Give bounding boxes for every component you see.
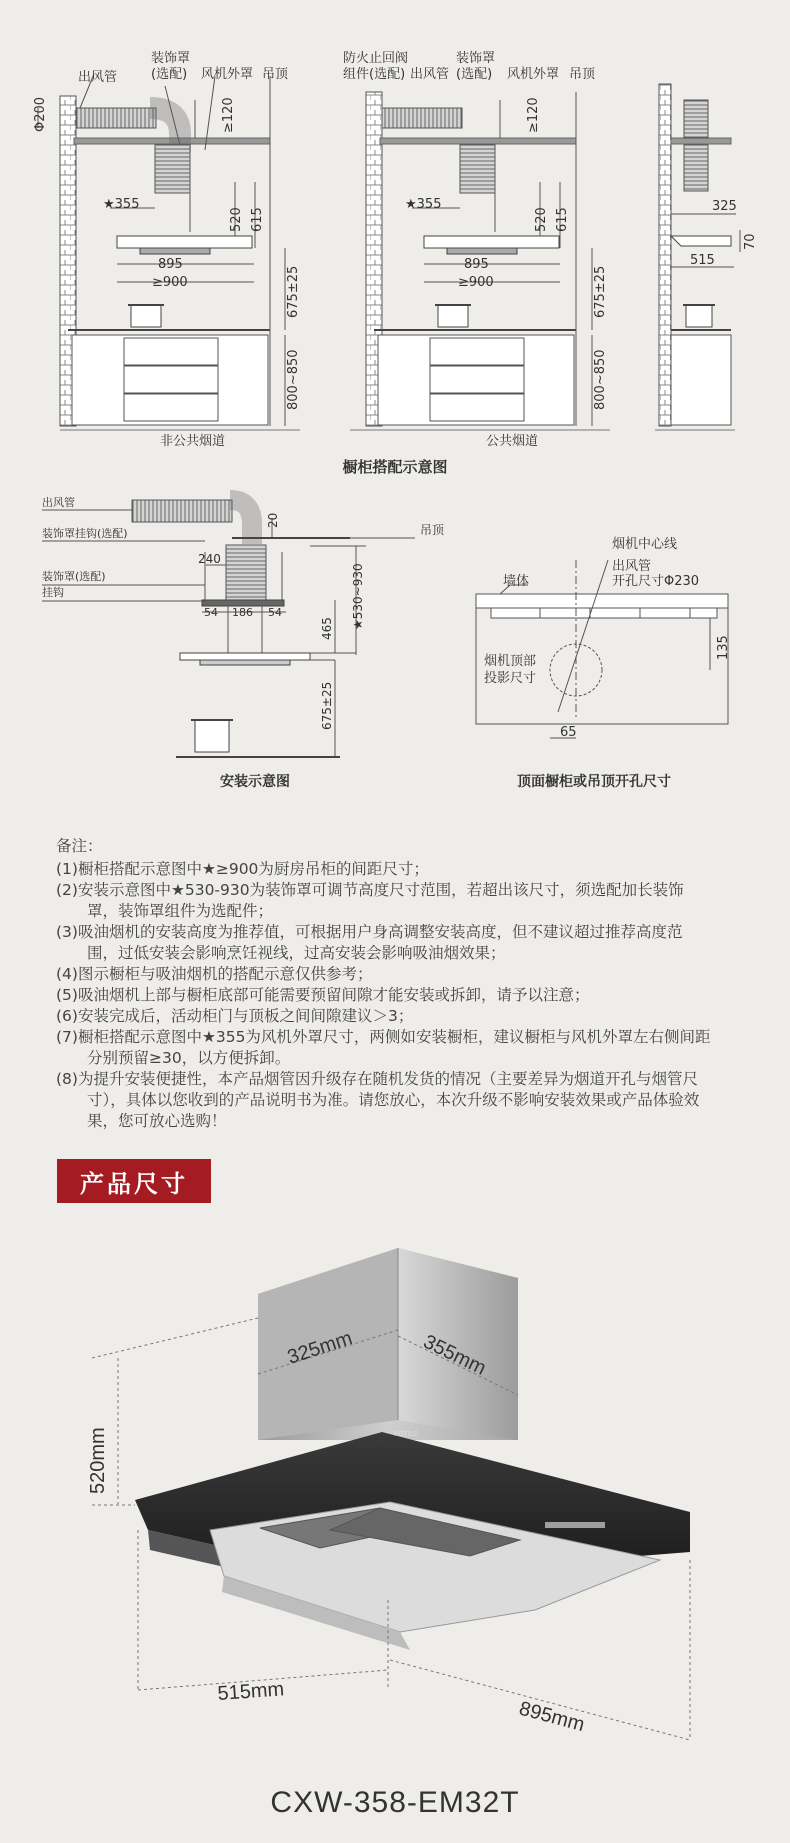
install-duct — [132, 500, 232, 522]
dim-120: ≥120 — [526, 97, 541, 133]
dim-900: ≥900 — [152, 275, 188, 290]
dim-895: 895 — [158, 257, 183, 272]
label-ceiling: 吊顶 — [569, 67, 596, 82]
caption-non-public: 非公共烟道 — [160, 434, 226, 449]
label-outlet: 出风管 — [410, 67, 450, 82]
label-fan-shell: 风机外罩 — [201, 67, 254, 82]
label-outlet: 出风管 — [78, 70, 118, 85]
dim-900: ≥900 — [458, 275, 494, 290]
dim-355: ★355 — [405, 197, 442, 212]
hood-body — [117, 236, 252, 248]
dim-520: 520 — [534, 207, 549, 232]
label-install-hook: 挂钩 — [42, 586, 64, 599]
label-valve1: 防火止回阀 — [343, 51, 409, 66]
dim-install-20: 20 — [266, 512, 280, 528]
label-hole-wall: 墙体 — [503, 574, 530, 589]
note-item: 寸），具体以您收到的产品说明书为准。请您放心，本次升级不影响安装效果或产品体验效 — [56, 1091, 700, 1109]
caption-public: 公共烟道 — [486, 434, 539, 449]
dim-phi: Φ200 — [33, 96, 48, 132]
diagram-non-public — [38, 74, 300, 430]
dim-800: 800~850 — [593, 349, 608, 410]
dim-install-186: 186 — [232, 606, 253, 619]
dim-515: 515 — [690, 253, 715, 268]
label-ceiling: 吊顶 — [262, 67, 289, 82]
label-cover-opt: (选配) — [151, 67, 188, 82]
dim-hole-135: 135 — [716, 635, 731, 660]
note-item: (2)安装示意图中★530-930为装饰罩可调节高度尺寸范围，若超出该尺寸，须选配加长装饰 — [56, 881, 684, 899]
top-diagram-title: 橱柜搭配示意图 — [342, 458, 448, 476]
dim-install-675: 675±25 — [320, 681, 334, 730]
note-item: (1)橱柜搭配示意图中★≥900为厨房吊柜的间距尺寸； — [56, 860, 429, 878]
dim-product-515: 515mm — [216, 1678, 285, 1705]
dim-675: 675±25 — [286, 265, 301, 318]
dim-install-54b: 54 — [268, 606, 282, 619]
dim-product-520: 520mm — [87, 1427, 109, 1494]
note-item: (8)为提升安装便捷性，本产品烟管因升级存在随机发货的情况（主要差异为烟道开孔与烟管尺 — [56, 1070, 698, 1088]
dim-895: 895 — [464, 257, 489, 272]
label-hole-proj1: 烟机顶部 — [484, 654, 537, 669]
section-title-badge: 产品尺寸 — [57, 1159, 211, 1203]
note-item: 围，过低安装会影响烹饪视线，过高安装会影响吸油烟效果； — [56, 944, 506, 962]
note-item: (7)橱柜搭配示意图中★355为风机外罩尺寸，两侧如安装橱柜，建议橱柜与风机外罩左右侧间距 — [56, 1028, 711, 1046]
dim-install-54a: 54 — [204, 606, 218, 619]
dim-355: ★355 — [103, 197, 140, 212]
dim-hole-65: 65 — [560, 725, 577, 740]
dim-product-355: 355mm — [419, 1330, 490, 1380]
dim-install-530: ★530~930 — [351, 563, 365, 630]
note-item: 果，您可放心选购！ — [56, 1112, 227, 1130]
notes-block — [56, 836, 736, 1132]
label-install-hook-cover: 装饰罩挂钩(选配) — [42, 527, 128, 540]
note-item: (6)安装完成后，活动柜门与顶板之间间隙建议＞3； — [56, 1007, 414, 1025]
label-hole-outlet: 出风管 — [612, 559, 652, 574]
dim-520: 520 — [229, 207, 244, 232]
caption-install: 安装示意图 — [220, 774, 290, 790]
note-item: 罩，装饰罩组件为选配件； — [56, 902, 274, 920]
duct-vertical — [155, 145, 190, 193]
label-install-cover: 装饰罩(选配) — [42, 570, 106, 583]
hole-diagram-text — [484, 536, 731, 790]
dim-product-895: 895mm — [516, 1697, 587, 1737]
label-fan-shell: 风机外罩 — [507, 67, 560, 82]
dim-615: 615 — [250, 207, 265, 232]
label-install-outlet: 出风管 — [42, 496, 75, 509]
dim-675: 675±25 — [593, 265, 608, 318]
brand-tag: FOTILE — [394, 1430, 419, 1438]
dim-325: 325 — [712, 199, 737, 214]
dim-install-465: 465 — [320, 617, 334, 640]
dim-install-240: 240 — [198, 552, 221, 566]
dim-120: ≥120 — [221, 97, 236, 133]
pot-icon — [131, 305, 161, 327]
label-hole-center: 烟机中心线 — [612, 537, 678, 552]
diagram-side-text — [690, 199, 758, 268]
note-item: (4)图示橱柜与吸油烟机的搭配示意仅供参考； — [56, 965, 373, 983]
note-item: 分别预留≥30，以方便拆卸。 — [56, 1049, 291, 1067]
label-cover: 装饰罩 — [456, 51, 496, 66]
dim-product-325: 325mm — [284, 1327, 355, 1369]
dim-800: 800~850 — [286, 349, 301, 410]
label-hole-size: 开孔尺寸Φ230 — [612, 574, 700, 589]
label-cover-opt: (选配) — [456, 67, 493, 82]
caption-hole: 顶面橱柜或吊顶开孔尺寸 — [517, 774, 671, 790]
notes-title: 备注： — [56, 837, 103, 855]
dim-615: 615 — [555, 207, 570, 232]
note-item: (3)吸油烟机的安装高度为推荐值，可根据用户身高调整安装高度，但不建议超过推荐高度范 — [56, 923, 683, 941]
install-hood — [180, 653, 310, 660]
model-name: CXW-358-EM32T — [270, 1786, 520, 1819]
note-item: (5)吸油烟机上部与橱柜底部可能需要预留间隙才能安装或拆卸，请予以注意； — [56, 986, 590, 1004]
label-cover: 装饰罩 — [151, 51, 191, 66]
product-illustration — [135, 1248, 690, 1650]
duct-pipe — [76, 108, 156, 128]
label-hole-proj2: 投影尺寸 — [484, 671, 537, 686]
dim-70: 70 — [743, 233, 758, 250]
label-valve2: 组件(选配) — [343, 67, 406, 82]
install-pot-icon — [195, 720, 229, 752]
label-install-ceiling: 吊顶 — [420, 523, 445, 537]
